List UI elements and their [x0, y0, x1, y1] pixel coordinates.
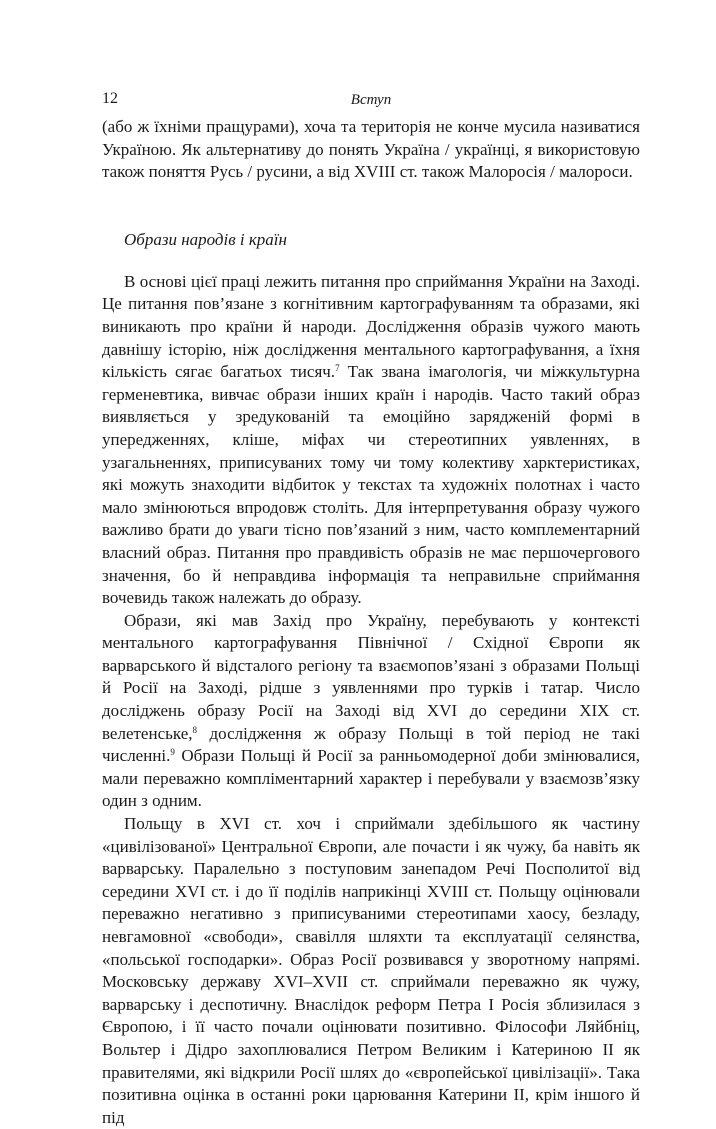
footnote-ref-9: 9: [170, 747, 175, 758]
paragraph-1: [102, 271, 640, 610]
paragraph-2-text-c: Образи Польщі й Росії за ранньомодерної доби змінювалися, мали переважно компліментарний характер і перебували у взаємозв’язку один з одним.: [102, 746, 640, 811]
footnote-ref-7: 7: [335, 363, 340, 374]
paragraph-1-text-b: Так звана імагологія, чи міжкультурна герменевтика, вивчає образи інших країн і народів. Часто такий образ виявляється у зредукованій та емоційно зарядженій формі в упередженнях, кліше, міфах чи стереотипних уявленнях, в узагальненнях, приписуваних тому чи тому колективу харктеристиках, які можуть знаходити відбиток у текстах та художніх полотнах і часто мало змінюються впродовж століть. Для інтерпретування образу чужого важливо брати до уваги тісно пов’язаний з ним, часто комплементарний власний образ. Питання про правдивість образів не має першочергового значення, бо й неправдива інформація та неправильне сприймання вочевидь також належать до образу.: [102, 362, 640, 608]
paragraph-2: [102, 610, 640, 813]
page-number: 12: [102, 90, 118, 107]
paragraph-3: Польщу в XVI ст. хоч і сприймали здебільшого як частину «цивілізованої» Центральної Європи, але почасти і як чужу, ба навіть як варварську. Паралельно з поступовим занепадом Речі Посполитої від середини XVI ст. і до її поділів наприкінці XVIII ст. Польщу оцінювали переважно негативно з приписуваними стереотипами хаосу, безладу, невгамовної «свободи», свавілля шляхти та експлуатації селянства, «польської господарки». Образ Росії розвивався у зворотному напрямі. Московську державу XVI–XVII ст. сприймали переважно як чужу, варварську і деспотичну. Внаслідок реформ Петра I Росія зблизилася з Європою, і її часто почали оцінювати позитивно. Філософи Ляйбніц, Вольтер і Дідро захоплювалися Петром Великим і Катериною II як правителями, які відкрили Росії шлях до «європейської цивілізації». Така позитивна оцінка в останні роки царювання Катерини II, крім іншого й під: [102, 814, 640, 1127]
book-page: [102, 90, 640, 1129]
paragraph-continued: (або ж їхніми пращурами), хоча та територія не конче мусила називатися Україною. Як альтернативу до понять Україна / українці, я використовую також поняття Русь / русини, а від XVIII ст. також Малоросія / малороси.: [102, 117, 640, 182]
paragraph-1-text-a: В основі цієї праці лежить питання про сприймання України на Заході. Це питання пов’язане з когнітивним картографуванням та образами, які виникають про країни й народи. Дослідження образів чужого мають давнішу історію, ніж дослідження ментального картографування, а їхня кількість сягає багатьох тисяч.: [102, 271, 640, 382]
running-title: Вступ: [350, 92, 392, 108]
running-head: [102, 90, 640, 116]
footnote-ref-8: 8: [192, 724, 198, 735]
paragraph-2-text-b: дослідження ж образу Польщі в той період не такі численні.: [102, 723, 640, 766]
paragraph-2-text-a: Образи, які мав Захід про Україну, перебувають у контексті ментального картографування Північної / Східної Європи як варварського й відсталого регіону та взаємопов’язані з образами Польщі й Росії на Заході, рідше з уявленнями про турків і татар. Число досліджень образу Росії на Заході від XVI до середини XIX ст. велетенське,: [102, 610, 640, 743]
section-heading: Образи народів і країн: [124, 229, 287, 249]
